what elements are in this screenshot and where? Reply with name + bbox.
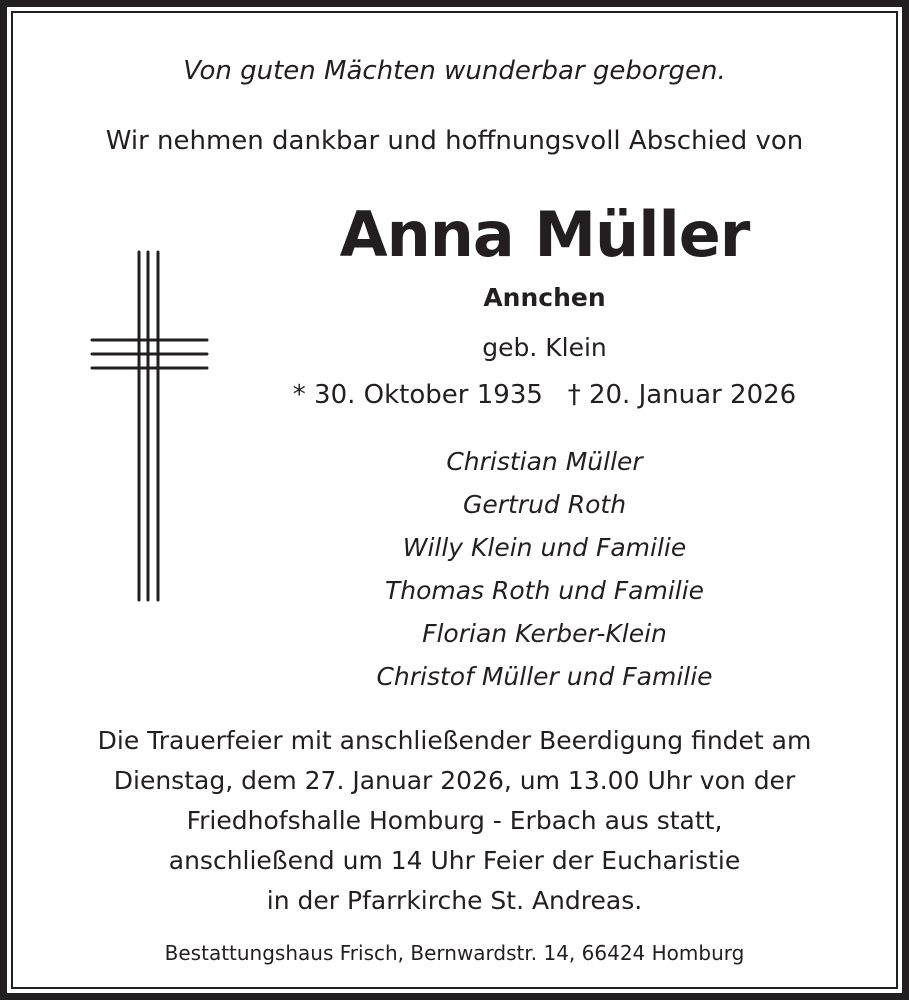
deceased-nickname: Annchen	[483, 283, 606, 312]
deceased-birth-name: geb. Klein	[482, 333, 607, 362]
ceremony-line: Die Trauerfeier mit anschließender Beerdigung findet am	[97, 726, 812, 755]
ceremony-line: Friedhofshalle Homburg - Erbach aus statt,	[186, 806, 723, 835]
mourner: Thomas Roth und Familie	[384, 576, 705, 605]
ceremony-line: Dienstag, dem 27. Januar 2026, um 13.00 Uhr von der	[113, 766, 796, 795]
deceased-name: Anna Müller	[339, 198, 750, 271]
intro-text: Wir nehmen dankbar und hoffnungsvoll Abschied von	[105, 126, 804, 156]
mourner: Willy Klein und Familie	[402, 533, 687, 562]
mourner: Gertrud Roth	[462, 490, 627, 519]
motto: Von guten Mächten wunderbar geborgen.	[183, 56, 726, 86]
mourner: Christof Müller und Familie	[376, 662, 713, 691]
mourner: Florian Kerber-Klein	[422, 619, 667, 648]
funeral-home-address: Bestattungshaus Frisch, Bernwardstr. 14, 66424 Homburg	[164, 941, 745, 965]
ceremony-line: in der Pfarrkirche St. Andreas.	[266, 886, 643, 915]
ceremony-line: anschließend um 14 Uhr Feier der Eucharistie	[168, 846, 741, 875]
mourner: Christian Müller	[446, 447, 643, 476]
life-dates: * 30. Oktober 1935 † 20. Januar 2026	[292, 380, 797, 410]
